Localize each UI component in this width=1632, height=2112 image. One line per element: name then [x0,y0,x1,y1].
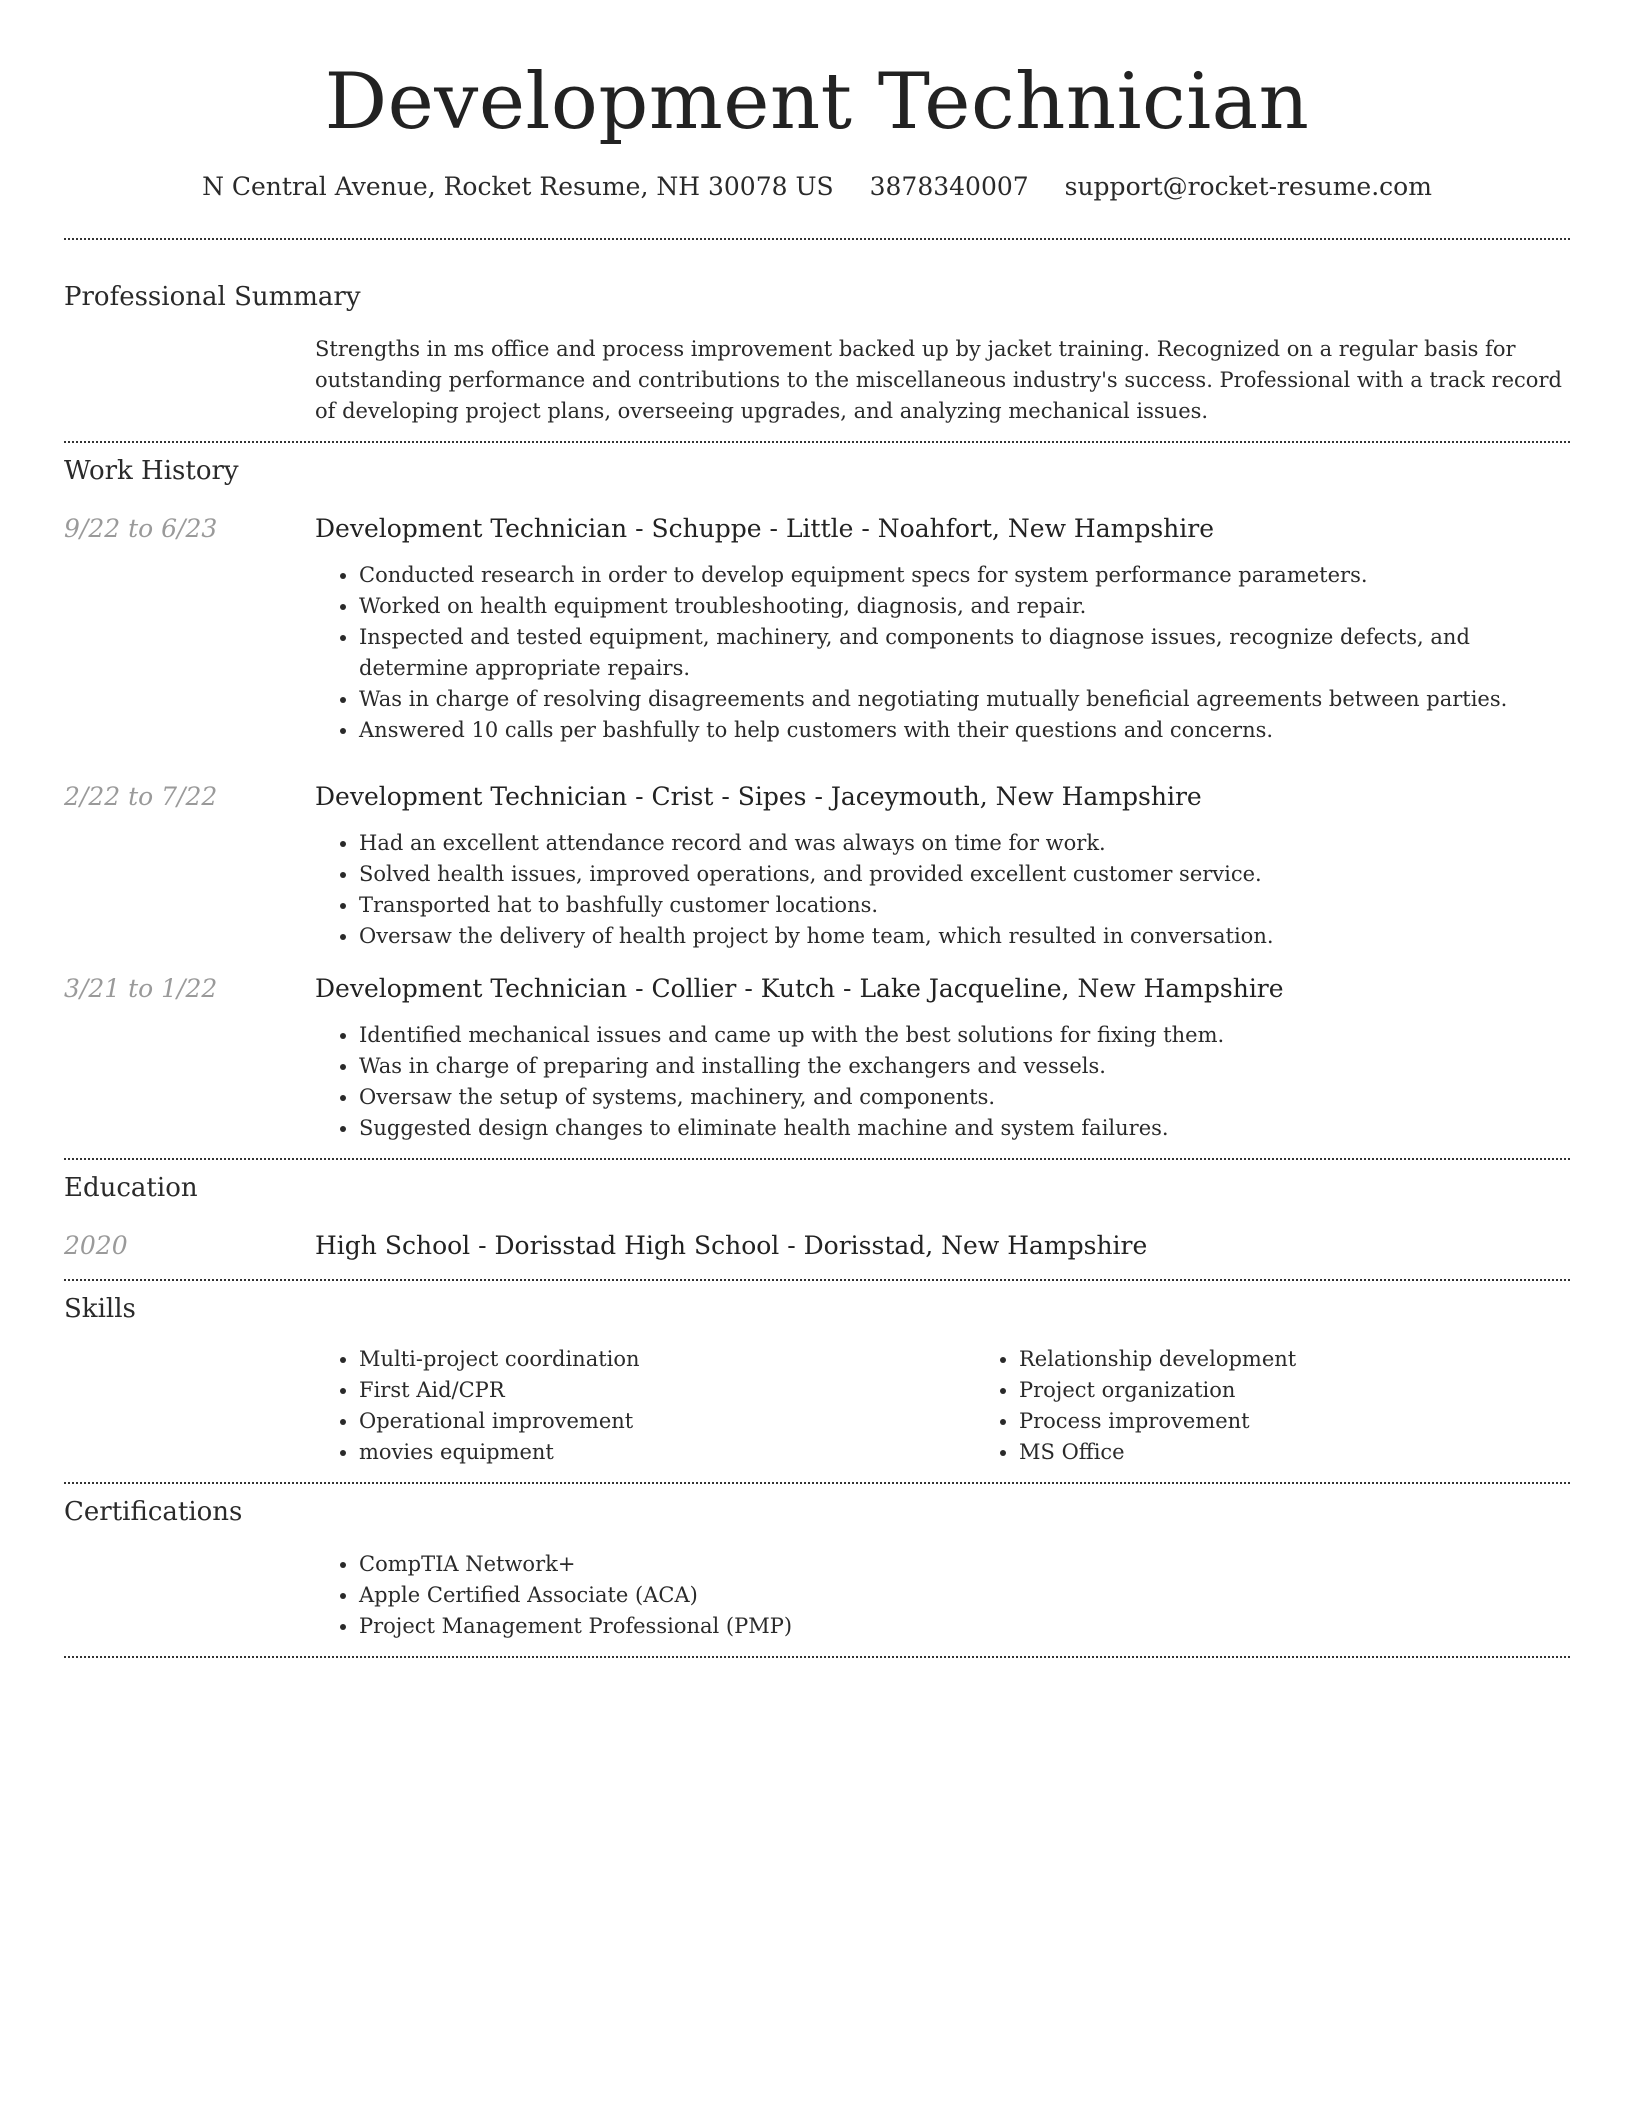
list-item: • Project organization [1019,1375,1632,1406]
divider [64,1279,1570,1281]
list-item: • Suggested design changes to eliminate health machine and system failures. [359,1113,1570,1144]
section-title-work: Work History [64,456,239,486]
divider [64,1656,1570,1658]
education-year: 2020 [64,1231,128,1260]
section-title-certifications: Certifications [64,1497,243,1527]
list-item: • Identified mechanical issues and came up with the best solutions for fixing them. [359,1020,1570,1051]
job-dates: 9/22 to 6/23 [64,514,218,543]
list-item: • First Aid/CPR [359,1375,975,1406]
list-item: • MS Office [1019,1437,1632,1468]
divider [64,441,1570,443]
list-item: • Worked on health equipment troubleshooting, diagnosis, and repair. [359,591,1570,622]
list-item: • Solved health issues, improved operations, and provided excellent customer service. [359,859,1570,890]
job-title: Development Technician - Crist - Sipes - Jaceymouth, New Hampshire [315,782,1202,811]
divider [64,238,1570,240]
list-item: • Relationship development [1019,1344,1632,1375]
education-entry [64,1229,1570,1263]
list-item: • Was in charge of preparing and installing the exchangers and vessels. [359,1051,1570,1082]
list-item: • Was in charge of resolving disagreements and negotiating mutually beneficial agreements between parties. [359,684,1570,715]
list-item: • CompTIA Network+ [359,1549,1570,1580]
list-item: • Oversaw the delivery of health project by home team, which resulted in conversation. [359,921,1570,952]
summary-row [64,334,1570,427]
contact-phone: 3878340007 [869,172,1029,201]
summary-text: Strengths in ms office and process improvement backed up by jacket training. Recognized on a regular basis for outstanding performance and contributions to the miscellaneous industry's success. Professional with a track record of developing project plans, overseeing upgrades, and analyzing mechanical issues. [315,337,1562,423]
list-item: • movies equipment [359,1437,975,1468]
list-item: • Oversaw the setup of systems, machinery, and components. [359,1082,1570,1113]
job-title: Development Technician - Collier - Kutch - Lake Jacqueline, New Hampshire [315,974,1284,1003]
divider [64,1482,1570,1484]
list-item: • Multi-project coordination [359,1344,975,1375]
certifications-list [315,1549,1570,1642]
skills-column-2 [975,1344,1632,1468]
list-item: • Operational improvement [359,1406,975,1437]
job-dates: 2/22 to 7/22 [64,782,218,811]
certifications-row [64,1549,1570,1642]
list-item: • Conducted research in order to develop equipment specs for system performance parameters. [359,560,1570,591]
list-item: • Process improvement [1019,1406,1632,1437]
divider [64,1158,1570,1160]
skills-column-1 [315,1344,975,1468]
list-item: • Answered 10 calls per bashfully to help customers with their questions and concerns. [359,715,1570,746]
skills-grid [315,1344,1632,1468]
job-entry [64,512,1570,746]
contact-line [64,170,1570,204]
section-title-summary: Professional Summary [64,282,361,312]
job-title: Development Technician - Schuppe - Little - Noahfort, New Hampshire [315,514,1214,543]
job-bullets [315,828,1570,952]
list-item: • Apple Certified Associate (ACA) [359,1580,1570,1611]
job-entry [64,780,1570,952]
resume-page [64,0,1570,1658]
section-title-skills: Skills [64,1294,136,1324]
contact-email: support@rocket-resume.com [1064,172,1432,201]
list-item: • Inspected and tested equipment, machinery, and components to diagnose issues, recognize defects, and determine appropriate repairs. [359,622,1570,684]
list-item: • Transported hat to bashfully customer locations. [359,890,1570,921]
job-bullets [315,560,1570,746]
job-bullets [315,1020,1570,1144]
job-entry [64,972,1570,1144]
list-item: • Project Management Professional (PMP) [359,1611,1570,1642]
contact-address: N Central Avenue, Rocket Resume, NH 30078 US [202,172,834,201]
education-text: High School - Dorisstad High School - Dorisstad, New Hampshire [315,1231,1148,1260]
section-title-education: Education [64,1173,198,1203]
job-dates: 3/21 to 1/22 [64,974,218,1003]
list-item: • Had an excellent attendance record and was always on time for work. [359,828,1570,859]
skills-row [64,1344,1570,1468]
resume-name: Development Technician [324,57,1310,147]
